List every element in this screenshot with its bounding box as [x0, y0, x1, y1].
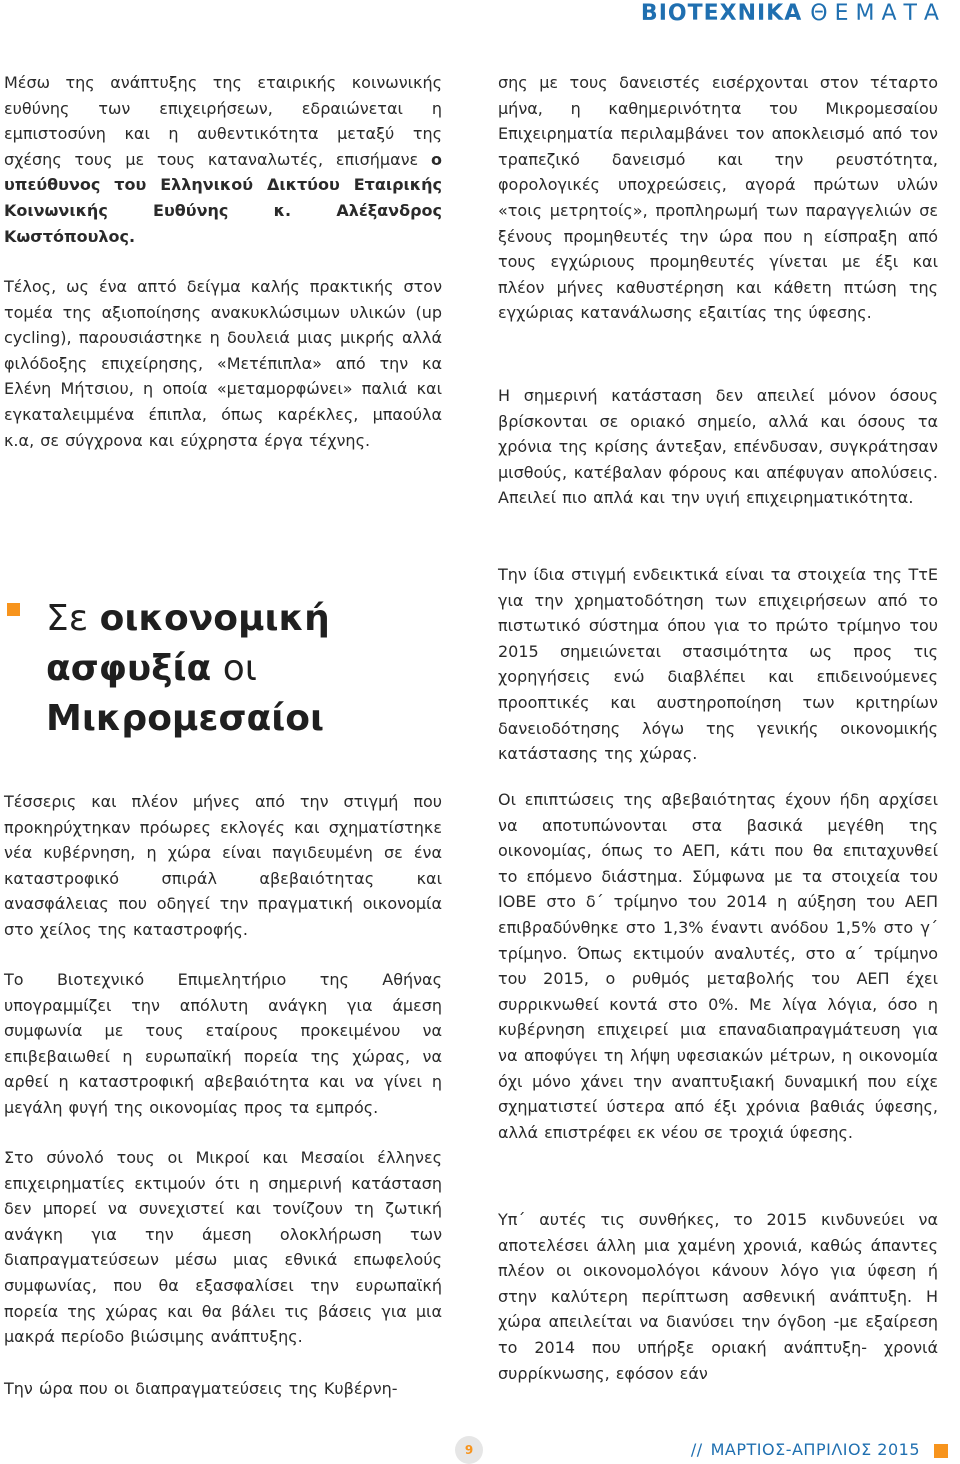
right-paragraph-5: Υπ΄ αυτές τις συνθήκες, το 2015 κινδυνεύει να αποτελέσει άλλη μια χαμένη χρονιά, καθώς άπαντες πλέον οι οικονομολόγοι κάνουν λόγο για ύφεση ή στην καλύτερη περίπτωση ασθενική ανάπτυξη. Η χώρα απειλείται να διανύσει την όγδοη -με εξαίρεση το 2014 που υπήρξε οριακή ανάπτυξη- χρονιά συρρίκνωσης, εφόσον εάν [498, 1210, 938, 1383]
intro-text: Μέσω της ανάπτυξης της εταιρικής κοινωνικής ευθύνης των επιχειρήσεων, εδραιώνεται η εμπιστοσύνη και η αυθεντικότητα μεταξύ της σχέσης τους με τους καταναλωτές, επισήμανε [4, 73, 442, 169]
right-paragraph-4: Οι επιπτώσεις της αβεβαιότητας έχουν ήδη αρχίσει να αποτυπώνονται στα βασικά μεγέθη της οικονομίας, όπως το ΑΕΠ, κάτι που θα επιταχυνθεί το επόμενο διάστημα. Σύμφωνα με τα στοιχεία του ΙΟΒΕ στο δ΄ τρίμηνο του 2014 η αύξηση του ΑΕΠ επιβραδύνθηκε στο 1,3% έναντι ανόδου 1,5% στο γ΄ τρίμηνο. Όπως εκτιμούν αναλυτές, στο α΄ τρίμηνο του 2015, ο ρυθμός μεταβολής του ΑΕΠ έχει συρρικνωθεί κοντά στο 0%. Με λίγα λόγια, όσο η κυβέρνηση επιχειρεί μια επαναδιαπραγμάτευση για να αποφύγει τη λήψη υφεσιακών μέτρων, η οικονομία όχι μόνο χάνει την αναπτυξιακή δυναμική που είχε σχηματιστεί ύστερα από έξι χρόνια βαθιάς ύφεσης, αλλά επιστρέφει εκ νέου σε τροχιά ύφεσης. [498, 790, 938, 1142]
intro-paragraph [4, 70, 442, 249]
heading-light-2: οι [211, 648, 257, 689]
right-paragraph-3: Την ίδια στιγμή ενδεικτικά είναι τα στοιχεία της ΤτΕ για την χρηματοδότηση των επιχειρήσεων από το πιστωτικό σύστημα όπου για το πρώτο τρίμηνο του 2015 σημειώνεται στασιμότητα ως προς τις χορηγήσεις ενώ διαβλέπει και επιδεινούμενες προοπτικές και αυστηροποίηση των κριτηρίων δανειοδότησης λόγω της γενικής οικονομικής κατάστασης της χώρας. [498, 565, 938, 764]
running-header [641, 0, 946, 28]
article-paragraph-3: Στο σύνολό τους οι Μικροί και Μεσαίοι έλληνες επιχειρηματίες εκτιμούν ότι η σημερινή κατάσταση δεν μπορεί να συνεχιστεί και τονίζουν τη ζωτική ανάγκη για την άμεση ολοκλήρωση των διαπραγματεύσεων μέσω μιας εθνικά επωφελούς συμφωνίας, που θα εξασφαλίσει την ευρωπαϊκή πορεία της χώρας και θα βάλει τις βάσεις για μια μακρά περίοδο βιώσιμης ανάπτυξης. [4, 1148, 442, 1347]
intro-speaker: ο υπεύθυνος του Ελληνικού Δικτύου Εταιρικής Κοινωνικής Ευθύνης κ. Αλέξανδρος Κωστόπουλος. [4, 149, 442, 246]
section-heading [46, 594, 426, 744]
right-paragraph-1: σης με τους δανειστές εισέρχονται στον τέταρτο μήνα, η καθημερινότητα του Μικρομεσαίου Επιχειρηματία περιλαμβάνει τον αποκλεισμό από τον τραπεζικό δανεισμό και την ρευστότητα, φορολογικές υποχρεώσεις, αγορά πρώτων υλών «τοις μετρητοίς», προπληρωμή των παραγγελιών σε ξένους προμηθευτές την ώρα που η είσπραξη από τους εγχώριους προμηθευτές γίνεται με έξι και πλέον μήνες καθυστέρηση και κάθετη πτώση της εγχώριας κατανάλωσης εξαιτίας της ύφεσης. [498, 73, 938, 323]
article-paragraph-1: Τέσσερις και πλέον μήνες από την στιγμή που προκηρύχτηκαν πρόωρες εκλογές και σχηματίστηκε νέα κυβέρνηση, η χώρα είναι παγιδευμένη σε ένα καταστροφικό σπιράλ αβεβαιότητας και ανασφάλειας που οδηγεί την πραγματική οικονομία στο χείλος της καταστροφής. [4, 792, 442, 939]
footer-issue [691, 1436, 920, 1464]
heading-bold-2: Μικρομεσαίοι [46, 698, 325, 739]
article-paragraph-2: Το Βιοτεχνικό Επιμελητήριο της Αθήνας υπογραμμίζει την απόλυτη ανάγκη για άμεση συμφωνία με τους εταίρους προκειμένου να επιβεβαιωθεί η ευρωπαϊκή πορεία της χώρας, να αρθεί η καταστροφική αβεβαιότητα και να γίνει η μεγάλη φυγή της οικονομίας προς τα εμπρός. [4, 970, 442, 1117]
footer-slashes: // [690, 1440, 703, 1459]
article-paragraph-4: Την ώρα που οι διαπραγματεύσεις της Κυβέρνη- [4, 1379, 398, 1398]
page-number: 9 [455, 1436, 483, 1464]
header-section: ΘΕΜΑΤΑ [810, 1, 946, 26]
footer-issue-label: ΜΑΡΤΙΟΣ-ΑΠΡΙΛΙΟΣ 2015 [710, 1440, 920, 1459]
right-paragraph-2: Η σημερινή κατάσταση δεν απειλεί μόνον όσους βρίσκονται σε οριακό σημείο, αλλά και όσους τα χρόνια της κρίσης άντεξαν, επένδυσαν, συγκράτησαν μισθούς, κατέβαλαν φόρους και απέφυγαν απολύσεις. Απειλεί πιο απλά και την υγιή επιχειρηματικότητα. [498, 386, 938, 508]
section-marker-square [7, 603, 20, 616]
header-brand: ΒΙΟΤΕΧΝΙΚΑ [640, 1, 803, 26]
heading-light-1: Σε [46, 598, 100, 639]
upcycling-paragraph: Τέλος, ως ένα απτό δείγμα καλής πρακτικής στον τομέα της αξιοποίησης ανακυκλώσιμων υλικών (up cycling), παρουσιάστηκε η δουλειά μιας μικρής αλλά φιλόδοξης επιχείρησης, «Μετέπιπλα» από την κα Ελένη Μήτσιου, η οποία «μεταμορφώνει» παλιά και εγκαταλειμμένα έπιπλα, όπως καρέκλες, μπαούλα κ.α, σε σύγχρονα και εύχρηστα έργα τέχνης. [4, 277, 442, 450]
footer-accent-square [934, 1444, 948, 1458]
heading-bold-1: οικονομική ασφυξία [46, 598, 330, 689]
